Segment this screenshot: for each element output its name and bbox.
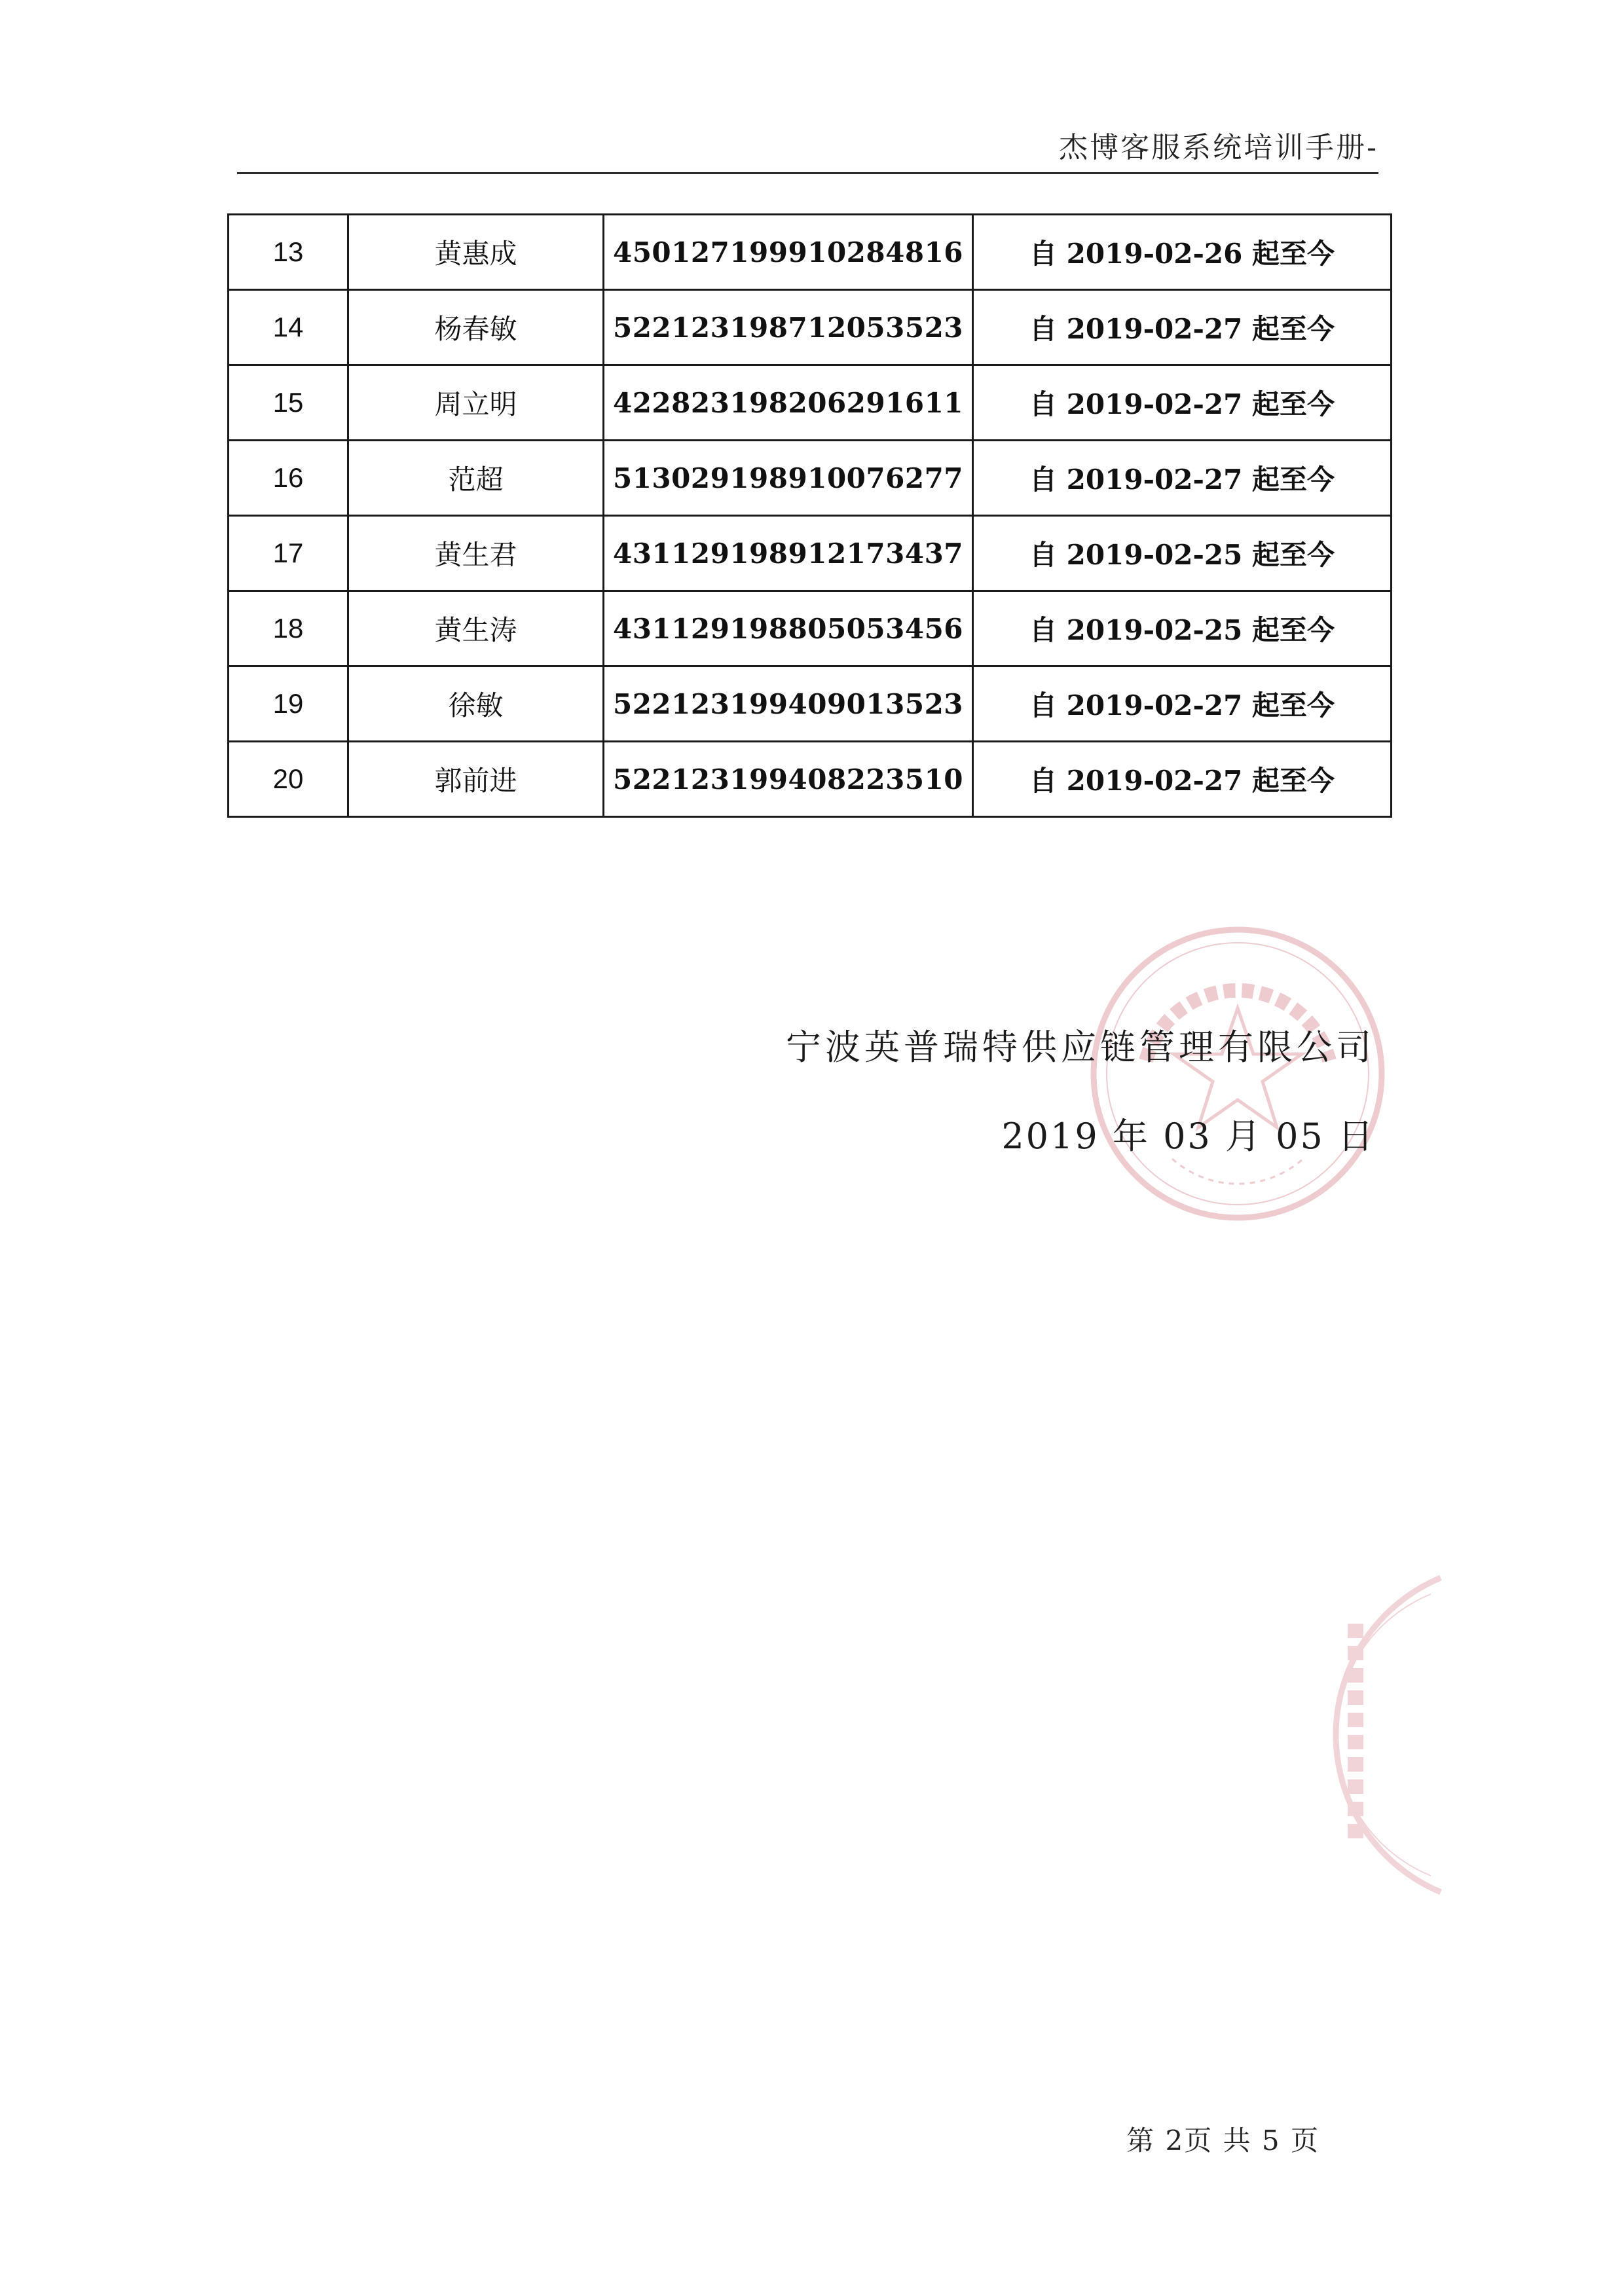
id-number: 431129198805053456	[604, 591, 973, 666]
table-row	[229, 215, 1392, 290]
employment-period: 自 2019-02-26 起至今	[973, 215, 1392, 290]
id-number: 450127199910284816	[604, 215, 973, 290]
employee-name: 杨春敏	[348, 290, 604, 365]
row-number: 14	[229, 290, 348, 365]
employee-table	[227, 213, 1392, 818]
id-number: 513029198910076277	[604, 441, 973, 516]
company-name: 宁波英普瑞特供应链管理有限公司	[786, 1027, 1375, 1068]
table-row	[229, 365, 1392, 441]
signature-date: 2019 年 03 月 05 日	[1001, 1116, 1375, 1157]
id-number: 522123199408223510	[604, 742, 973, 817]
table-row	[229, 666, 1392, 742]
employee-name: 范超	[348, 441, 604, 516]
row-number: 20	[229, 742, 348, 817]
company-seal-stamp	[1074, 910, 1401, 1237]
employment-period: 自 2019-02-27 起至今	[973, 666, 1392, 742]
id-number: 431129198912173437	[604, 516, 973, 591]
id-number: 422823198206291611	[604, 365, 973, 441]
employee-name: 黄生涛	[348, 591, 604, 666]
row-number: 19	[229, 666, 348, 742]
employee-name: 黄惠成	[348, 215, 604, 290]
row-number: 16	[229, 441, 348, 516]
employee-name: 周立明	[348, 365, 604, 441]
table-row	[229, 591, 1392, 666]
document-header-title: 杰博客服系统培训手册-	[1059, 131, 1378, 164]
table-row	[229, 290, 1392, 365]
employment-period: 自 2019-02-27 起至今	[973, 365, 1392, 441]
page-number: 第 2页 共 5 页	[1126, 2124, 1320, 2157]
employee-name: 徐敏	[348, 666, 604, 742]
table-row	[229, 742, 1392, 817]
row-number: 13	[229, 215, 348, 290]
row-number: 18	[229, 591, 348, 666]
table-row	[229, 516, 1392, 591]
id-number: 522123199409013523	[604, 666, 973, 742]
employee-name: 黄生君	[348, 516, 604, 591]
employment-period: 自 2019-02-27 起至今	[973, 742, 1392, 817]
header-divider	[237, 172, 1378, 174]
row-number: 15	[229, 365, 348, 441]
employment-period: 自 2019-02-25 起至今	[973, 516, 1392, 591]
table-row	[229, 441, 1392, 516]
row-number: 17	[229, 516, 348, 591]
partial-seal-stamp	[1283, 1565, 1480, 1905]
employment-period: 自 2019-02-27 起至今	[973, 441, 1392, 516]
employee-name: 郭前进	[348, 742, 604, 817]
employment-period: 自 2019-02-27 起至今	[973, 290, 1392, 365]
id-number: 522123198712053523	[604, 290, 973, 365]
employment-period: 自 2019-02-25 起至今	[973, 591, 1392, 666]
